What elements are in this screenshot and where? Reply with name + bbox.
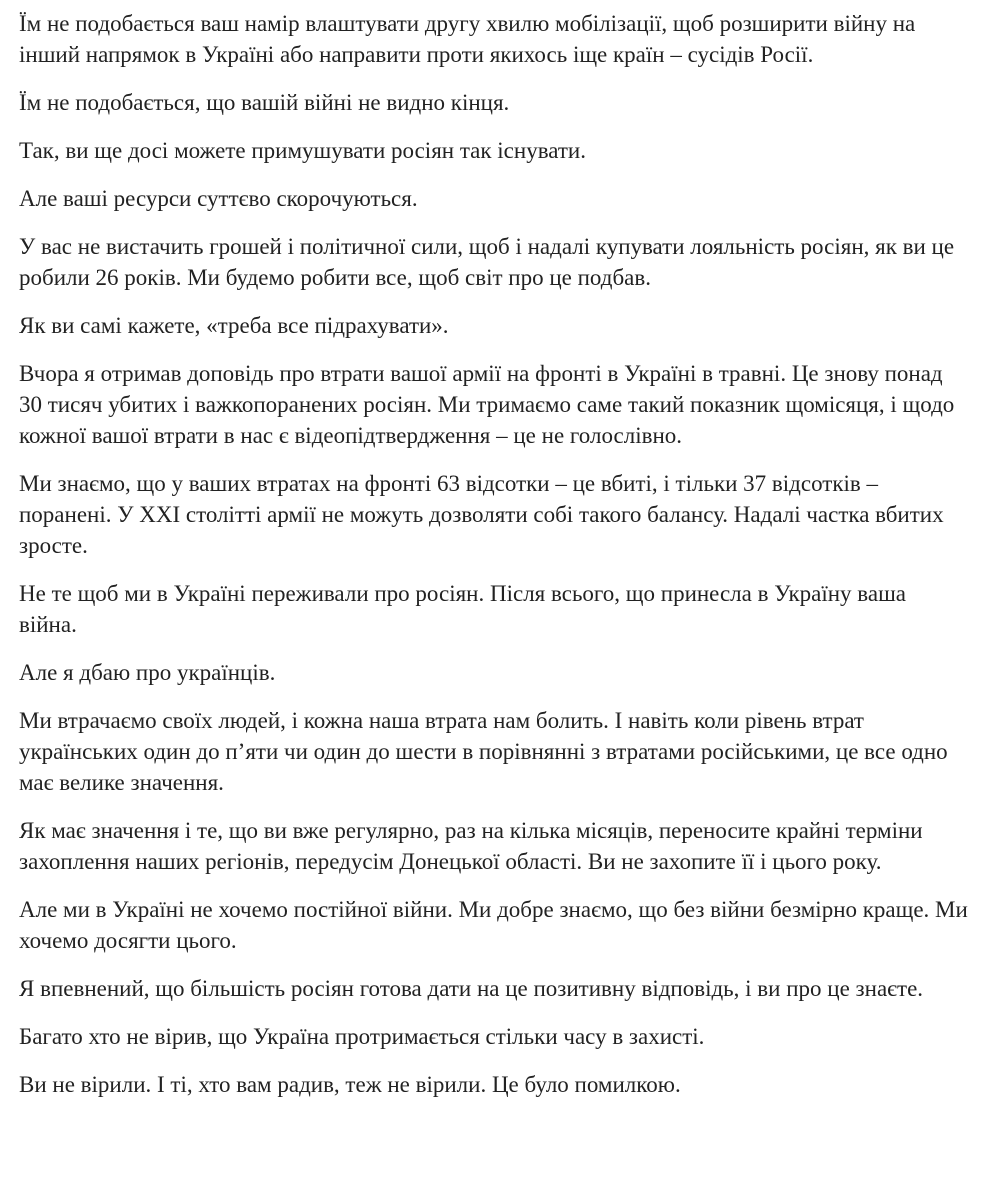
paragraph: Їм не подобається, що вашій війні не видно кінця. (19, 90, 510, 115)
paragraph: Але ваші ресурси суттєво скорочуються. (19, 186, 418, 211)
paragraph: Ви не вірили. І ті, хто вам радив, теж не вірили. Це було помилкою. (19, 1072, 681, 1097)
paragraph: Не те щоб ми в Україні переживали про росіян. Після всього, що принесла в Україну ваша війна. (19, 581, 906, 637)
paragraph: Як ви самі кажете, «треба все підрахувати». (19, 313, 449, 338)
paragraph: Як має значення і те, що ви вже регулярно, раз на кілька місяців, переносите крайні терміни захоплення наших регіонів, передусім Донецької області. Ви не захопите її і цього року. (19, 818, 923, 874)
paragraph: Ми знаємо, що у ваших втратах на фронті 63 відсотки – це вбиті, і тільки 37 відсотків – поранені. У XXI столітті армії не можуть дозволяти собі такого балансу. Надалі частка вбитих зросте. (19, 471, 944, 558)
paragraph: Так, ви ще досі можете примушувати росіян так існувати. (19, 138, 586, 163)
paragraph: У вас не вистачить грошей і політичної сили, щоб і надалі купувати лояльність росіян, як ви це робили 26 років. Ми будемо робити все, щоб світ про це подбав. (19, 234, 955, 290)
paragraph: Вчора я отримав доповідь про втрати вашої армії на фронті в Україні в травні. Це знову понад 30 тисяч убитих і важкопоранених росіян. Ми тримаємо саме такий показник щомісяця, і щодо кожної вашої втрати в нас є відеопідтвердження – це не голослівно. (19, 361, 955, 448)
paragraph: Я впевнений, що більшість росіян готова дати на це позитивну відповідь, і ви про це знаєте. (19, 976, 924, 1001)
paragraph: Але ми в Україні не хочемо постійної війни. Ми добре знаємо, що без війни безмірно краще. Ми хочемо досягти цього. (19, 897, 968, 953)
paragraph: Ми втрачаємо своїх людей, і кожна наша втрата нам болить. І навіть коли рівень втрат українських один до п’яти чи один до шести в порівнянні з втратами російськими, це все одно має велике значення. (19, 708, 948, 795)
paragraph: Але я дбаю про українців. (19, 660, 276, 685)
paragraph: Їм не подобається ваш намір влаштувати другу хвилю мобілізації, щоб розширити війну на інший напрямок в Україні або направити проти якихось іще країн – сусідів Росії. (19, 11, 916, 67)
paragraph: Багато хто не вірив, що Україна протримається стільки часу в захисті. (19, 1024, 705, 1049)
